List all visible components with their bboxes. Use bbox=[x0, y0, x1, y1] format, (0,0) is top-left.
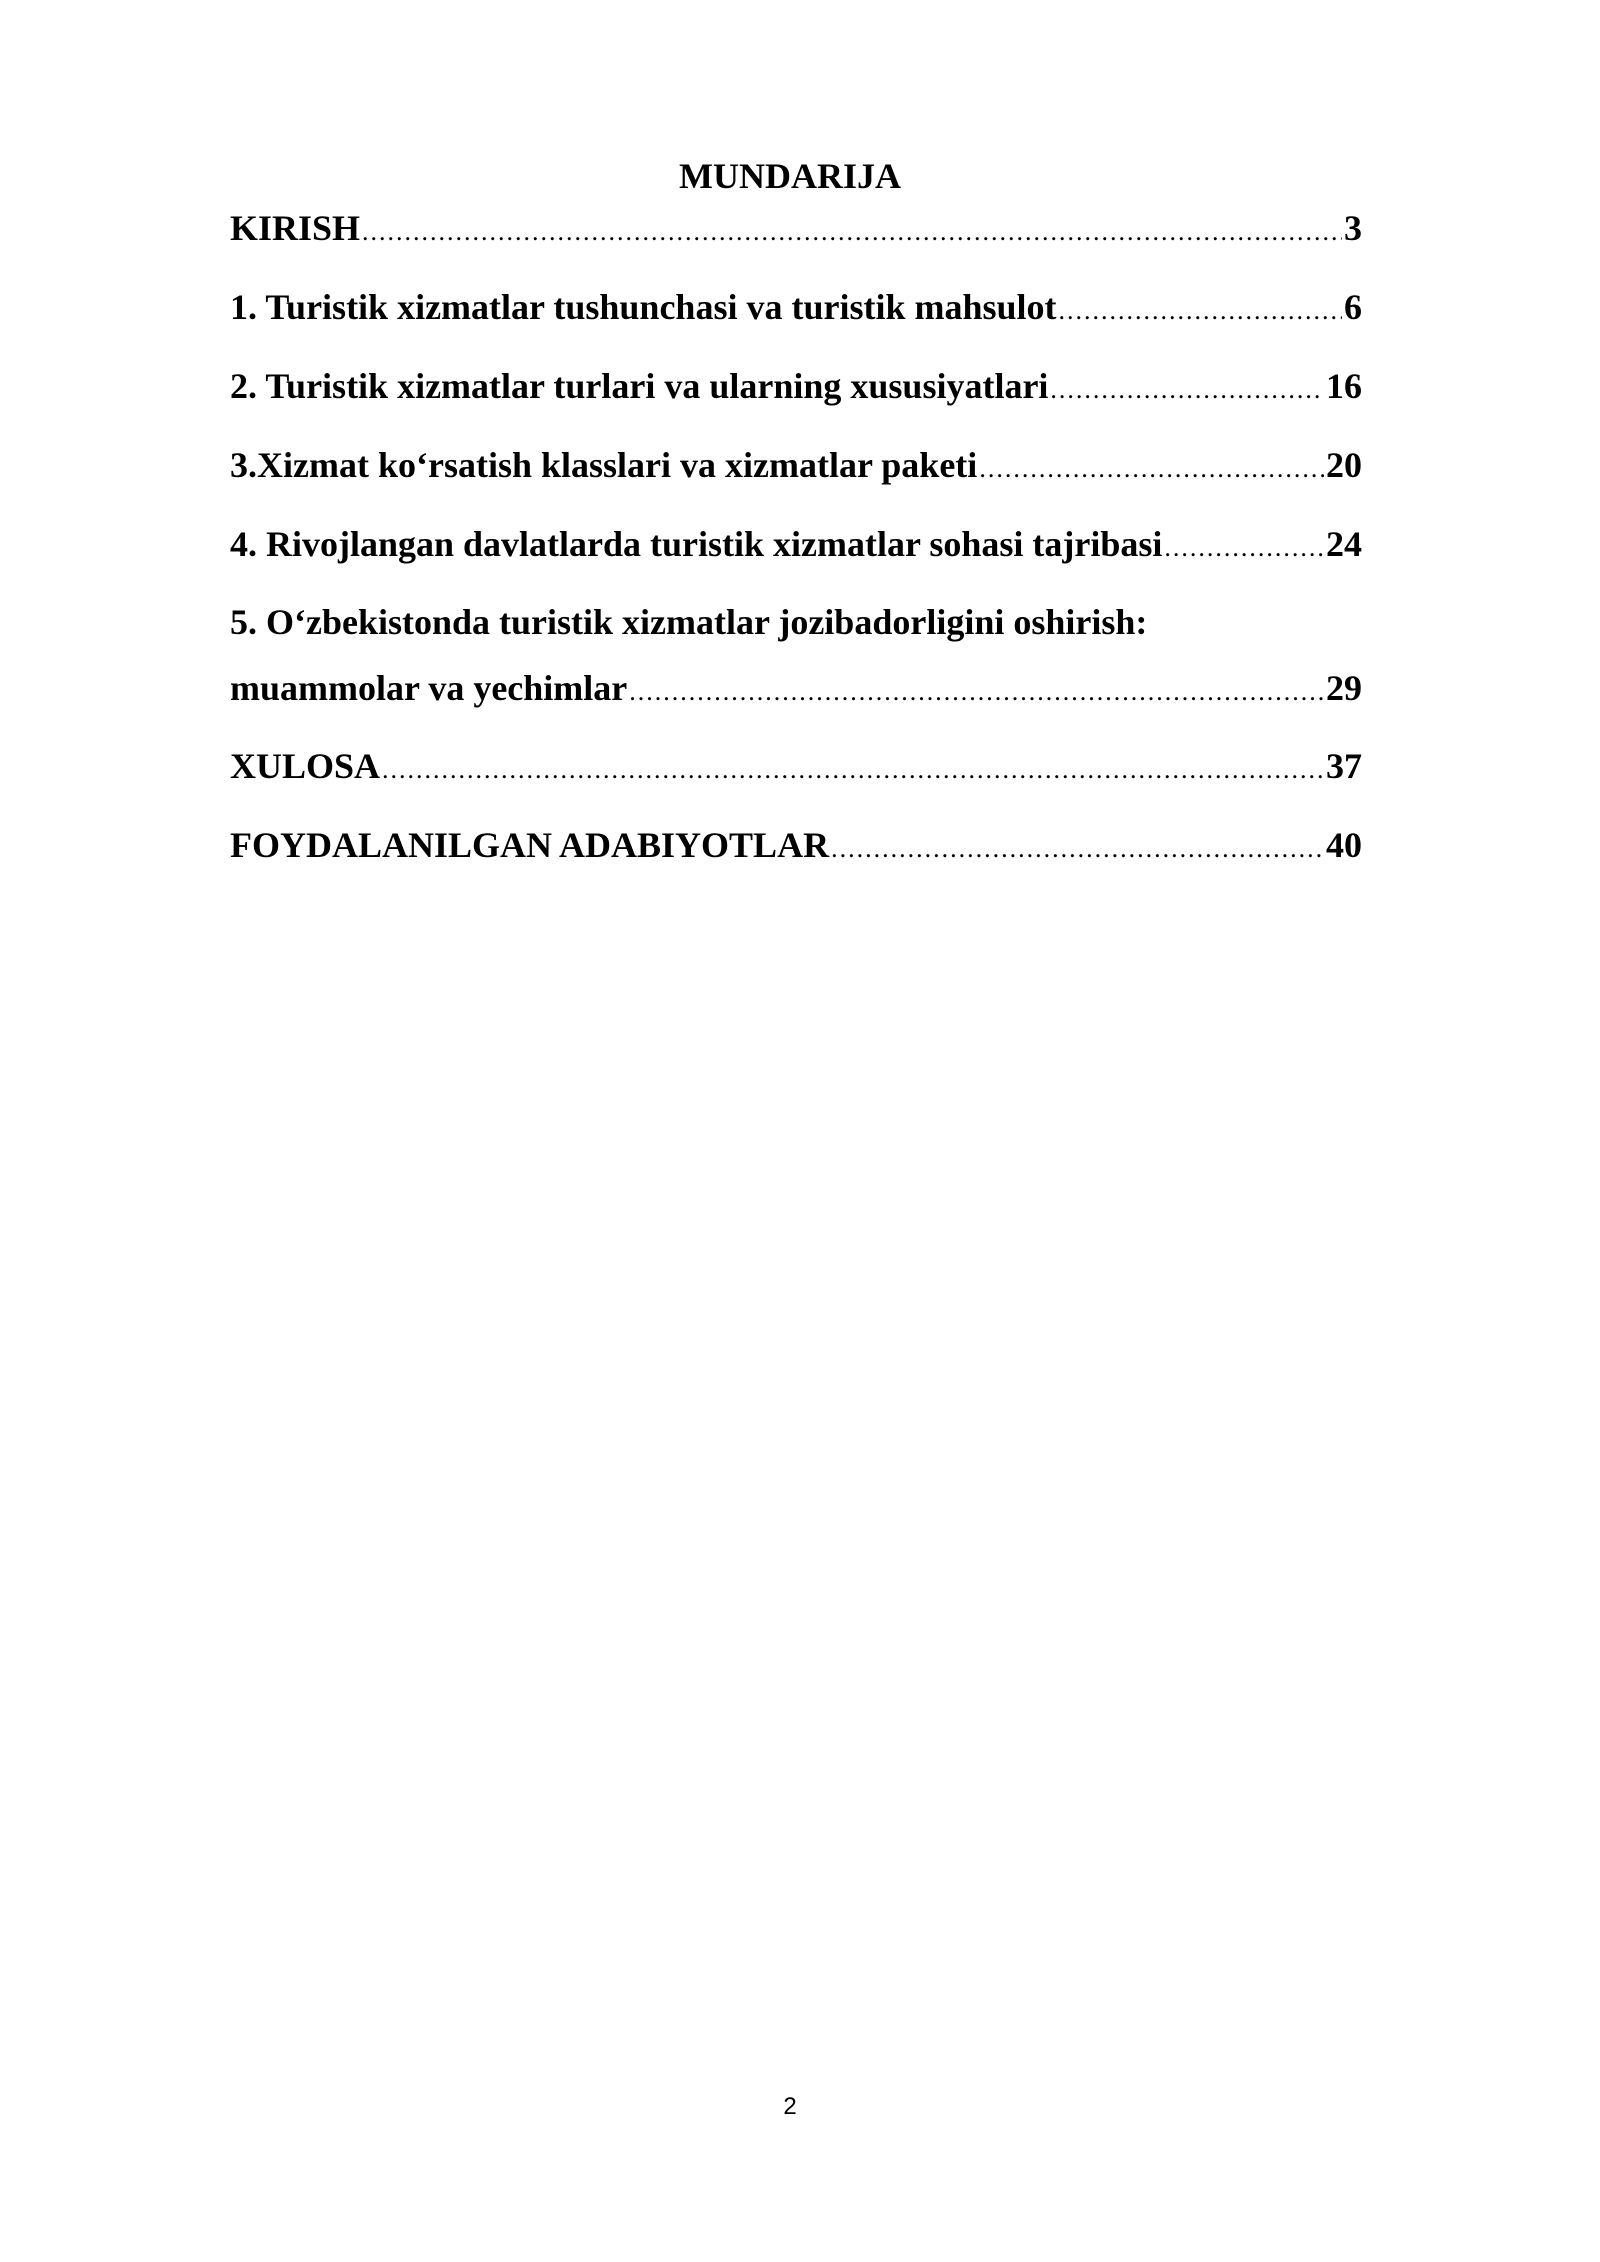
toc-entry-kirish bbox=[230, 204, 1362, 256]
toc-entry-xulosa bbox=[230, 742, 1362, 794]
toc-entry-label: muammolar va yechimlar bbox=[230, 668, 628, 708]
dot-leader bbox=[1164, 524, 1324, 572]
toc-entry-page: 29 bbox=[1326, 668, 1362, 708]
dot-leader bbox=[362, 208, 1342, 256]
dot-leader bbox=[831, 825, 1324, 873]
toc-entry-label: 3.Xizmat ko‘rsatish klasslari va xizmatlar paketi bbox=[230, 445, 978, 485]
toc-entry-page: 6 bbox=[1344, 287, 1362, 327]
toc-entry-page: 24 bbox=[1326, 524, 1362, 564]
toc-entry-page: 20 bbox=[1326, 445, 1362, 485]
toc-entry-label: 1. Turistik xizmatlar tushunchasi va turistik mahsulot bbox=[230, 287, 1057, 327]
toc-entry-3 bbox=[230, 441, 1362, 493]
toc-entry-page: 3 bbox=[1344, 208, 1362, 248]
toc-entry-page: 40 bbox=[1326, 825, 1362, 865]
dot-leader bbox=[979, 445, 1324, 493]
toc-entry-page: 37 bbox=[1326, 746, 1362, 786]
toc-entry-label-line1: 5. O‘zbekistonda turistik xizmatlar jozibadorligini oshirish: bbox=[230, 602, 1148, 642]
dot-leader bbox=[1050, 366, 1324, 414]
toc-entry-label: 2. Turistik xizmatlar turlari va ularning xususiyatlari bbox=[230, 366, 1049, 406]
toc-entry-label: KIRISH bbox=[230, 208, 361, 248]
toc-entry-adabiyotlar bbox=[230, 821, 1362, 873]
toc-entry-label: 4. Rivojlangan davlatlarda turistik xizmatlar sohasi tajribasi bbox=[230, 524, 1163, 564]
toc-entry-1 bbox=[230, 283, 1362, 335]
toc-entry-4 bbox=[230, 520, 1362, 572]
dot-leader bbox=[382, 746, 1324, 794]
toc-entry-label: FOYDALANILGAN ADABIYOTLAR bbox=[230, 825, 830, 865]
page-number: 2 bbox=[783, 2093, 797, 2120]
toc-entry-5 bbox=[230, 598, 1362, 716]
dot-leader bbox=[629, 668, 1324, 716]
toc-entry-label: XULOSA bbox=[230, 746, 381, 786]
dot-leader bbox=[1059, 287, 1342, 335]
toc-entry-page: 16 bbox=[1326, 366, 1362, 406]
toc-entry-2 bbox=[230, 362, 1362, 414]
page-title: MUNDARIJA bbox=[679, 156, 901, 196]
